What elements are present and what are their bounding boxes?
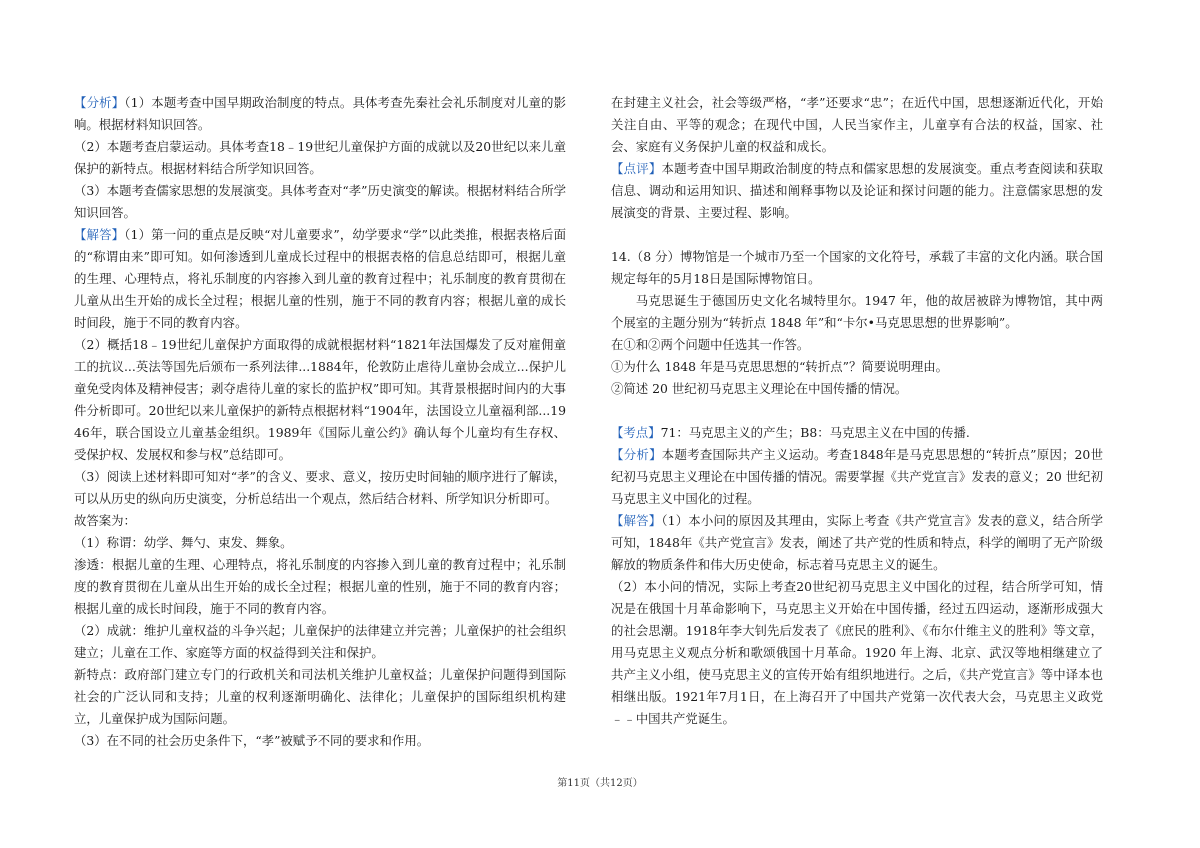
- continued-paragraph: 在封建主义社会，社会等级严格，“孝”还要求“忠”；在近代中国，思想逐渐近代化，开始关注自由、平等的观念；在现代中国，人民当家作主，儿童享有合法的权益，国家、社会、家庭有义务保护儿童的权益和成长。: [611, 95, 1103, 154]
- question-14-option-1: ①为什么 1848 年是马克思思想的“转折点”？简要说明理由。: [611, 359, 949, 374]
- answer-paragraph-right-2: （2）本小问的情况，实际上考查20世纪初马克思主义中国化的过程，结合所学可知，情况是在俄国十月革命影响下，马克思主义开始在中国传播，经过五四运动，逐渐形成强大的社会思潮。1918年李大钊先后发表了《庶民的胜利》、《布尔什维主义的胜利》等文章，用马克思主义观点分析和歌颂俄国十月革命。1920 年上海、北京、武汉等地相继建立了共产主义小组，使马克思主义的宣传开始有组织地进行。之后，《共产党宣言》等中译本也相继出版。1921年7月1日，在上海召开了中国共产党第一次代表大会，马克思主义政党﹣﹣中国共产党诞生。: [611, 579, 1103, 726]
- answer-text-1: （1）第一问的重点是反映“对儿童要求”，幼学要求“学”以此类推，根据表格后面的“称谓由来”即可知。如何渗透到儿童成长过程中的根据表格的信息总结即可，根据儿童的生理、心理特点，将礼乐制度的内容掺入到儿童的教育过程中；礼乐制度的教育贯彻在儿童从出生开始的成长全过程；根据儿童的性别，施于不同的教育内容；根据儿童的成长时间段，施于不同的教育内容。: [74, 227, 566, 330]
- comment-text: 本题考查中国早期政治制度的特点和儒家思想的发展演变。重点考查阅读和获取信息、调动和运用知识、描述和阐释事物以及论证和探讨问题的能力。注意儒家思想的发展演变的背景、主要过程、影响。: [611, 161, 1104, 220]
- section-spacer: [611, 224, 1103, 246]
- answer-summary-label: 故答案为：: [74, 513, 136, 528]
- analysis-paragraph-2: （2）本题考查启蒙运动。具体考查18﹣19世纪儿童保护方面的成就以及20世纪以来儿童保护的新特点。根据材料结合所学知识回答。: [74, 139, 566, 176]
- analysis-paragraph-1: [74, 92, 566, 136]
- question-14-instruction: 在①和②两个问题中任选其一作答。: [611, 337, 810, 352]
- analysis-paragraph-3: （3）本题考查儒家思想的发展演变。具体考查对“孝”历史演变的解读。根据材料结合所学知识回答。: [74, 183, 566, 220]
- question-14-material: 马克思诞生于德国历史文化名城特里尔。1947 年，他的故居被辟为博物馆，其中两个展室的主题分别为“转折点 1848 年”和“卡尔•马克思思想的世界影响”。: [611, 293, 1103, 330]
- answer-tag-right: 【解答】: [611, 513, 662, 528]
- right-column: [611, 92, 1103, 730]
- answer-summary-5: （3）在不同的社会历史条件下，“孝”被赋予不同的要求和作用。: [74, 733, 430, 748]
- kaodian-paragraph: [611, 422, 1103, 444]
- question-14-intro: 14.（8 分）博物馆是一个城市乃至一个国家的文化符号，承载了丰富的文化内涵。联合国规定每年的5月18日是国际博物馆日。: [611, 249, 1103, 286]
- answer-tag: 【解答】: [74, 227, 125, 242]
- left-column: [74, 92, 566, 752]
- answer-paragraph-right-1: [611, 510, 1103, 576]
- answer-summary-2: 渗透：根据儿童的生理、心理特点，将礼乐制度的内容掺入到儿童的教育过程中；礼乐制度的教育贯彻在儿童从出生开始的成长全过程；根据儿童的性别，施于不同的教育内容；根据儿童的成长时间段，施于不同的教育内容。: [74, 557, 566, 616]
- analysis-tag: 【分析】: [74, 95, 125, 110]
- answer-paragraph-1: [74, 224, 566, 334]
- analysis-tag-right: 【分析】: [611, 447, 662, 462]
- answer-summary-3: （2）成就：维护儿童权益的斗争兴起；儿童保护的法律建立并完善；儿童保护的社会组织建立；儿童在工作、家庭等方面的权益得到关注和保护。: [74, 623, 566, 660]
- question-14-option-2: ②简述 20 世纪初马克思主义理论在中国传播的情况。: [611, 381, 908, 396]
- page-footer: 第11页（共12页）: [557, 778, 643, 789]
- answer-paragraph-2: （2）概括18﹣19世纪儿童保护方面取得的成就根据材料“1821年法国爆发了反对雇佣童工的抗议...英法等国先后颁布一系列法律...1884年，伦敦防止虐待儿童协会成立...保护儿童免受肉体及精神侵害；剥夺虐待儿童的家长的监护权”即可知。其背景根据时间内的大事件分析即可。20世纪以来儿童保护的新特点根据材料“1904年，法国设立儿童福利部...1946年，联合国设立儿童基金组织。1989年《国际儿童公约》确认每个儿童均有生存权、受保护权、发展权和参与权”总结即可。: [74, 337, 566, 462]
- comment-paragraph: [611, 158, 1103, 224]
- answer-paragraph-3: （3）阅读上述材料即可知对“孝”的含义、要求、意义，按历史时间轴的顺序进行了解读，可以从历史的纵向历史演变，分析总结出一个观点，然后结合材料、所学知识分析即可。: [74, 469, 566, 506]
- section-spacer: [611, 400, 1103, 422]
- comment-tag: 【点评】: [611, 161, 662, 176]
- analysis-text-right: 本题考查国际共产主义运动。考查1848年是马克思思想的“转折点”原因；20世纪初马克思主义理论在中国传播的情况。需要掌握《共产党宣言》发表的意义；20 世纪初马克思主义中国化的过程。: [611, 447, 1104, 506]
- kaodian-text: 71：马克思主义的产生；B8：马克思主义在中国的传播.: [660, 425, 970, 440]
- answer-summary-1: （1）称谓：幼学、舞勺、束发、舞象。: [74, 535, 293, 550]
- answer-summary-4: 新特点：政府部门建立专门的行政机关和司法机关维护儿童权益；儿童保护问题得到国际社会的广泛认同和支持；儿童的权利逐渐明确化、法律化；儿童保护的国际组织机构建立，儿童保护成为国际问题。: [74, 667, 566, 726]
- analysis-paragraph-right: [611, 444, 1103, 510]
- answer-text-right-1: （1）本小问的原因及其理由，实际上考查《共产党宣言》发表的意义，结合所学可知，1848年《共产党宣言》发表，阐述了共产党的性质和特点，科学的阐明了无产阶级解放的物质条件和伟大历史使命，标志着马克思主义的诞生。: [611, 513, 1104, 572]
- analysis-text-1: （1）本题考查中国早期政治制度的特点。具体考查先秦社会礼乐制度对儿童的影响。根据材料知识回答。: [74, 95, 567, 132]
- kaodian-tag: 【考点】: [611, 425, 661, 440]
